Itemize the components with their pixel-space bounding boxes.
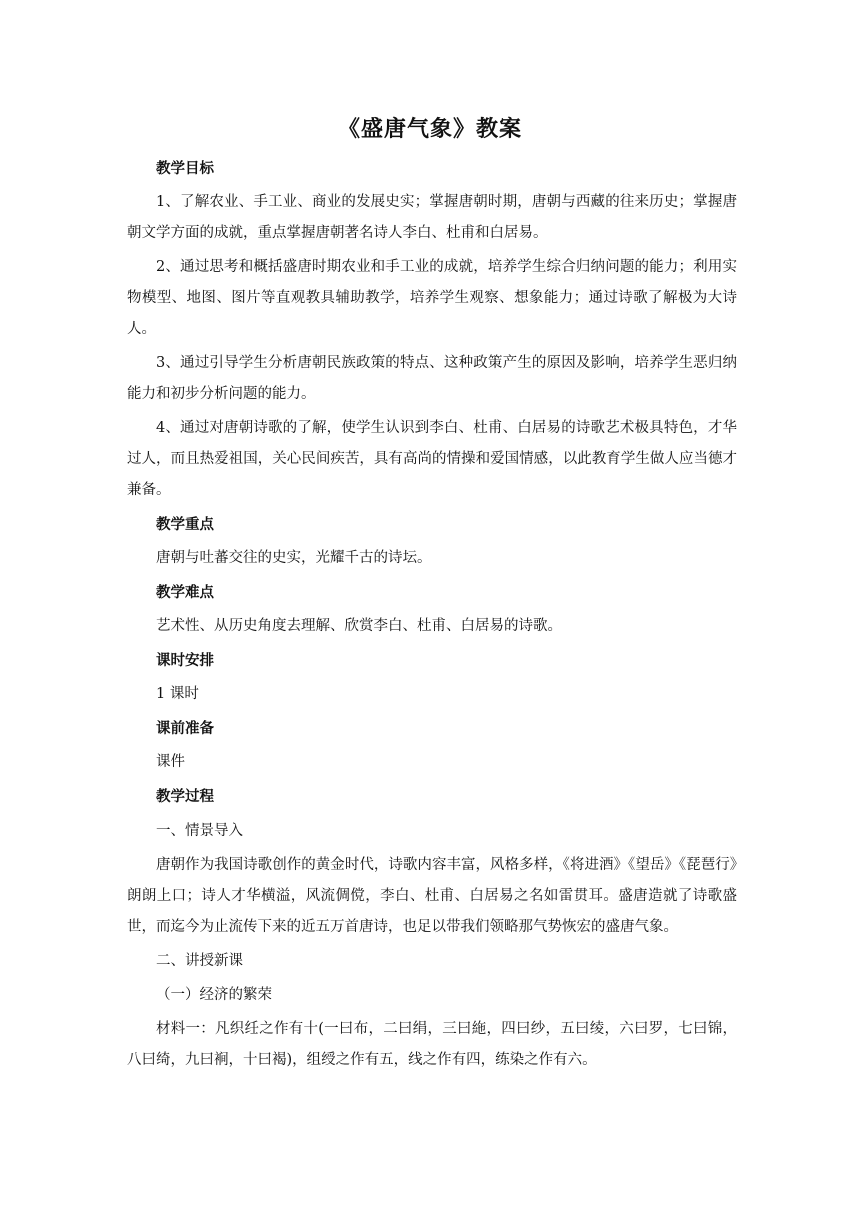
- subsection-economy: （一）经济的繁荣: [156, 987, 272, 1003]
- goal-item-1: 1、了解农业、手工业、商业的发展史实；掌握唐朝时期，唐朝与西藏的往来历史；掌握唐朝文学方面的成就，重点掌握唐朝著名诗人李白、杜甫和白居易。: [127, 194, 737, 241]
- step-new-lesson: 二、讲授新课: [156, 953, 243, 969]
- goal-item-4: 4、通过对唐朝诗歌的了解，使学生认识到李白、杜甫、白居易的诗歌艺术极具特色，才华过人，而且热爱祖国，关心民间疾苦，具有高尚的情操和爱国情感，以此教育学生做人应当德才兼备。: [127, 420, 737, 498]
- difficulty-heading: 教学难点: [156, 585, 214, 601]
- difficulty-text: 艺术性、从历史角度去理解、欣赏李白、杜甫、白居易的诗歌。: [156, 618, 562, 634]
- step-intro: 一、情景导入: [156, 823, 243, 839]
- focus-text: 唐朝与吐蕃交往的史实，光耀千古的诗坛。: [156, 550, 432, 566]
- document-title: 《盛唐气象》教案: [337, 117, 522, 142]
- schedule-heading: 课时安排: [156, 653, 214, 669]
- intro-text: 唐朝作为我国诗歌创作的黄金时代，诗歌内容丰富，风格多样，《将进酒》《望岳》《琵琶行》朗朗上口；诗人才华横溢，风流倜傥，李白、杜甫、白居易之名如雷贯耳。盛唐造就了诗歌盛世，而迄今为止流传下来的近五万首唐诗，也足以带我们领略那气势恢宏的盛唐气象。: [127, 857, 737, 935]
- process-heading: 教学过程: [156, 789, 214, 805]
- schedule-text: 1 课时: [156, 686, 199, 702]
- goal-item-2: 2、通过思考和概括盛唐时期农业和手工业的成就，培养学生综合归纳问题的能力；利用实物模型、地图、图片等直观教具辅助教学，培养学生观察、想象能力；通过诗歌了解极为大诗人。: [127, 259, 737, 337]
- prep-text: 课件: [156, 754, 185, 770]
- focus-heading: 教学重点: [156, 517, 214, 533]
- goal-item-3: 3、通过引导学生分析唐朝民族政策的特点、这种政策产生的原因及影响，培养学生恶归纳能力和初步分析问题的能力。: [127, 355, 737, 402]
- document-body: [127, 154, 737, 1079]
- prep-heading: 课前准备: [156, 721, 214, 737]
- goals-heading: 教学目标: [156, 161, 214, 177]
- material-one: 材料一：凡织纴之作有十(一曰布，二曰绢，三曰絁，四曰纱，五曰绫，六曰罗，七曰锦，八曰绮，九曰裥，十曰褐)，组绶之作有五，线之作有四，练染之作有六。: [127, 1021, 737, 1068]
